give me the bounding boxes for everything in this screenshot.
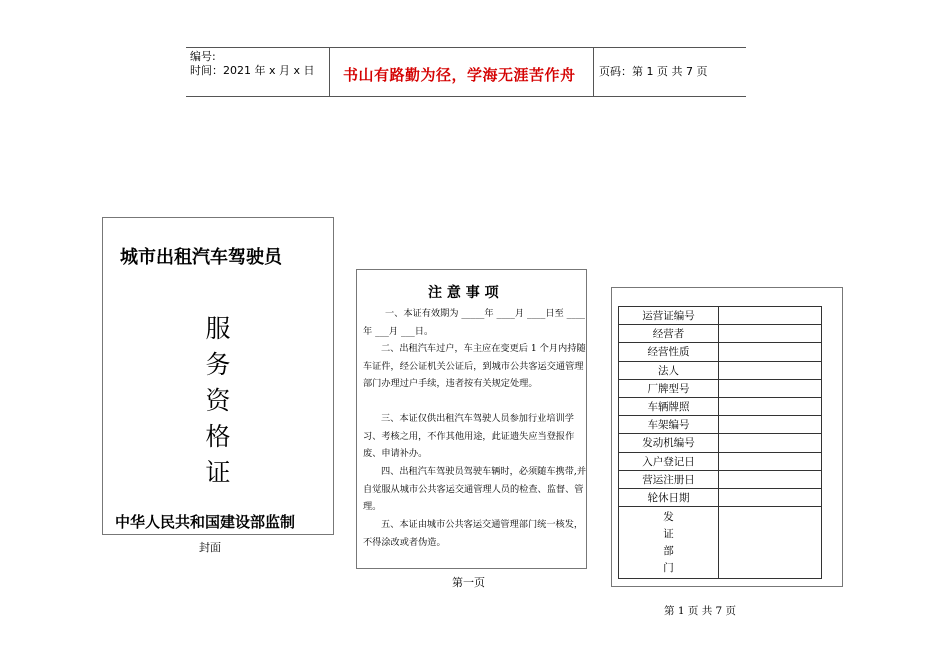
row-label: 车架编号 <box>619 416 719 434</box>
header-bottom-rule <box>186 96 746 97</box>
notice-item-2: 二、出租汽车过户，车主应在变更后 1 个月内持随车证件，经公证机关公证后，到城市公共客运交通管理部门办理过户手续，违者按有关规定处理。 <box>363 343 586 389</box>
header-page-number: 页码：第 1 页 共 7 页 <box>599 65 708 78</box>
row-value <box>719 488 822 506</box>
row-value <box>719 325 822 343</box>
vehicle-info-table <box>618 306 822 579</box>
row-value <box>719 379 822 397</box>
row-label: 经营性质 <box>619 343 719 361</box>
issuer-row <box>619 507 822 579</box>
table-row <box>619 452 822 470</box>
cover-char-4: 格 <box>205 422 231 451</box>
row-label: 轮休日期 <box>619 488 719 506</box>
cover-char-1: 服 <box>205 314 231 343</box>
row-label: 经营者 <box>619 325 719 343</box>
issuer-value <box>719 507 822 579</box>
issuer-char: 部 <box>663 544 674 557</box>
row-label: 入户登记日 <box>619 452 719 470</box>
table-row <box>619 361 822 379</box>
row-value <box>719 361 822 379</box>
row-label: 车辆牌照 <box>619 397 719 415</box>
table-row <box>619 416 822 434</box>
notice-item-3: 三、本证仅供出租汽车驾驶人员参加行业培训学习、考核之用，不作其他用途，此证遗失应当登报作废、申请补办。 <box>363 413 575 459</box>
row-value <box>719 343 822 361</box>
row-value <box>719 434 822 452</box>
table-row <box>619 397 822 415</box>
row-label: 营运注册日 <box>619 470 719 488</box>
row-value <box>719 397 822 415</box>
header-top-rule <box>186 47 746 48</box>
header-divider-right <box>593 47 594 97</box>
notice-item-1: 一、本证有效期为 _____年 ____月 ____日至 ____年 ___月 ___日。 <box>363 308 586 337</box>
row-label: 发动机编号 <box>619 434 719 452</box>
row-value <box>719 452 822 470</box>
issuer-char: 门 <box>663 561 674 574</box>
header-motto: 书山有路勤为径，学海无涯苦作舟 <box>343 66 576 84</box>
issuer-char: 证 <box>663 527 674 540</box>
table-row <box>619 343 822 361</box>
cover-char-2: 务 <box>205 350 231 379</box>
row-label: 厂牌型号 <box>619 379 719 397</box>
issuer-label <box>619 507 719 579</box>
table-row <box>619 325 822 343</box>
cover-char-5: 证 <box>205 458 231 487</box>
row-value <box>719 470 822 488</box>
table-row <box>619 307 822 325</box>
header-divider-left <box>329 47 330 97</box>
notice-title: 注 意 事 项 <box>428 285 499 301</box>
table-row <box>619 434 822 452</box>
table-row <box>619 379 822 397</box>
page-footer: 第 1 页 共 7 页 <box>664 605 737 617</box>
row-value <box>719 307 822 325</box>
row-value <box>719 416 822 434</box>
notice-item-4: 四、出租汽车驾驶员驾驶车辆时，必须随车携带,并自觉服从城市公共客运交通管理人员的检查、监督、管理。 <box>363 466 587 512</box>
cover-title: 城市出租汽车驾驶员 <box>120 247 282 268</box>
document-number-label: 编号: <box>190 50 216 63</box>
document-date: 时间：2021 年 x 月 x 日 <box>190 64 315 77</box>
cover-caption: 封面 <box>199 541 221 554</box>
row-label: 法人 <box>619 361 719 379</box>
row-label: 运营证编号 <box>619 307 719 325</box>
notice-caption: 第一页 <box>452 576 485 589</box>
notice-item-5: 五、本证由城市公共客运交通管理部门统一核发，不得涂改或者伪造。 <box>363 519 584 548</box>
cover-issuer: 中华人民共和国建设部监制 <box>115 513 296 531</box>
table-row <box>619 470 822 488</box>
cover-char-3: 资 <box>205 386 231 415</box>
issuer-char: 发 <box>663 510 674 523</box>
table-row <box>619 488 822 506</box>
